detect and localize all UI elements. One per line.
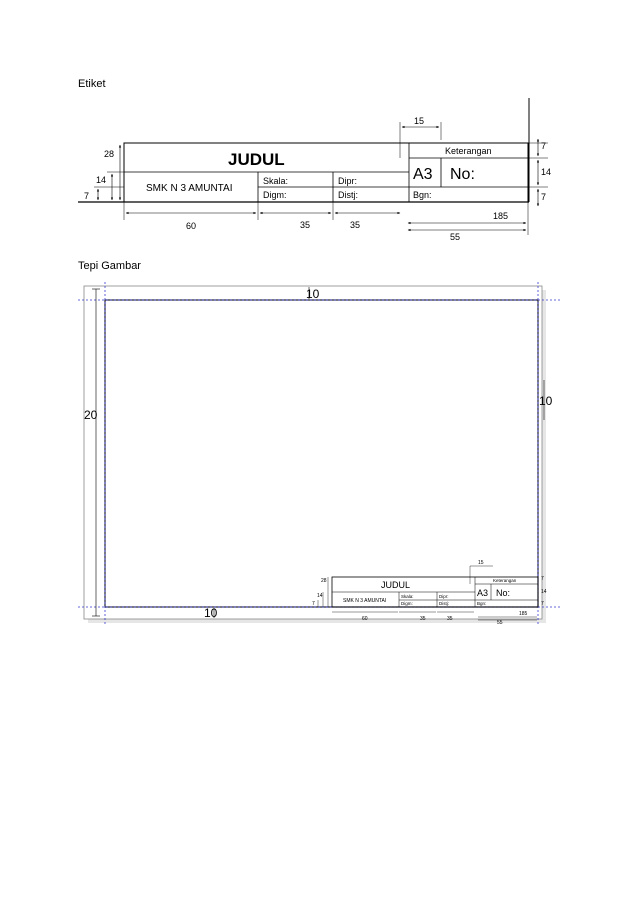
border-dim-right: 10 (539, 394, 553, 408)
etiket-no: No: (450, 166, 475, 183)
border-dim-left: 20 (84, 408, 98, 422)
etiket-keterangan: Keterangan (445, 146, 492, 156)
border-sheet (78, 282, 560, 624)
mini-dim-55: 55 (497, 620, 503, 626)
border-dim-bottom: 10 (204, 606, 218, 620)
dim-185: 185 (493, 211, 509, 221)
mini-distj: Distj: (439, 601, 449, 606)
mini-dim-185: 185 (519, 611, 528, 617)
etiket-skala: Skala: (263, 176, 289, 186)
etiket-dipr: Dipr: (338, 176, 358, 186)
dim-right-14: 14 (541, 167, 552, 177)
dim-15: 15 (414, 116, 425, 126)
etiket-title: JUDUL (228, 150, 285, 169)
dim-55: 55 (450, 232, 461, 242)
mini-bgn: Bgn: (477, 601, 487, 606)
heading-etiket: Etiket (78, 78, 106, 90)
dim-7: 7 (84, 191, 90, 201)
mini-dim-60: 60 (362, 616, 368, 622)
mini-dim-right-7b: 7 (541, 601, 544, 607)
mini-dim-14: 14 (317, 593, 323, 599)
etiket-detail (78, 98, 548, 235)
mini-dipr: Dipr: (439, 594, 449, 599)
mini-skala: Skala: (401, 594, 414, 599)
dim-35a: 35 (300, 220, 311, 230)
dim-right-7b: 7 (541, 192, 547, 202)
dim-35b: 35 (350, 220, 361, 230)
mini-dim-15: 15 (478, 560, 484, 566)
etiket-school: SMK N 3 AMUNTAI (146, 183, 233, 194)
mini-digm: Digm: (401, 601, 413, 606)
mini-dim-35b: 35 (447, 616, 453, 622)
mini-dim-35a: 35 (420, 616, 426, 622)
etiket-bgn: Bgn: (413, 190, 432, 200)
etiket-paper-size: A3 (413, 166, 433, 183)
dim-right-7a: 7 (541, 141, 547, 151)
mini-keterangan: Keterangan (493, 578, 517, 583)
heading-tepi-gambar: Tepi Gambar (78, 260, 141, 272)
etiket-distj: Distj: (338, 190, 358, 200)
dim-60: 60 (186, 221, 197, 231)
mini-dim-7: 7 (312, 601, 315, 607)
mini-dim-28: 28 (321, 578, 327, 584)
border-dim-top: 10 (306, 287, 320, 301)
mini-no: No: (496, 588, 511, 598)
mini-dim-right-7a: 7 (541, 576, 544, 582)
mini-school: SMK N 3 AMUNTAI (343, 598, 387, 604)
dim-28: 28 (104, 149, 115, 159)
mini-title: JUDUL (381, 580, 411, 590)
mini-paper-size: A3 (477, 588, 489, 598)
dim-14: 14 (96, 175, 107, 185)
mini-dim-right-14: 14 (541, 589, 547, 595)
etiket-digm: Digm: (263, 190, 287, 200)
